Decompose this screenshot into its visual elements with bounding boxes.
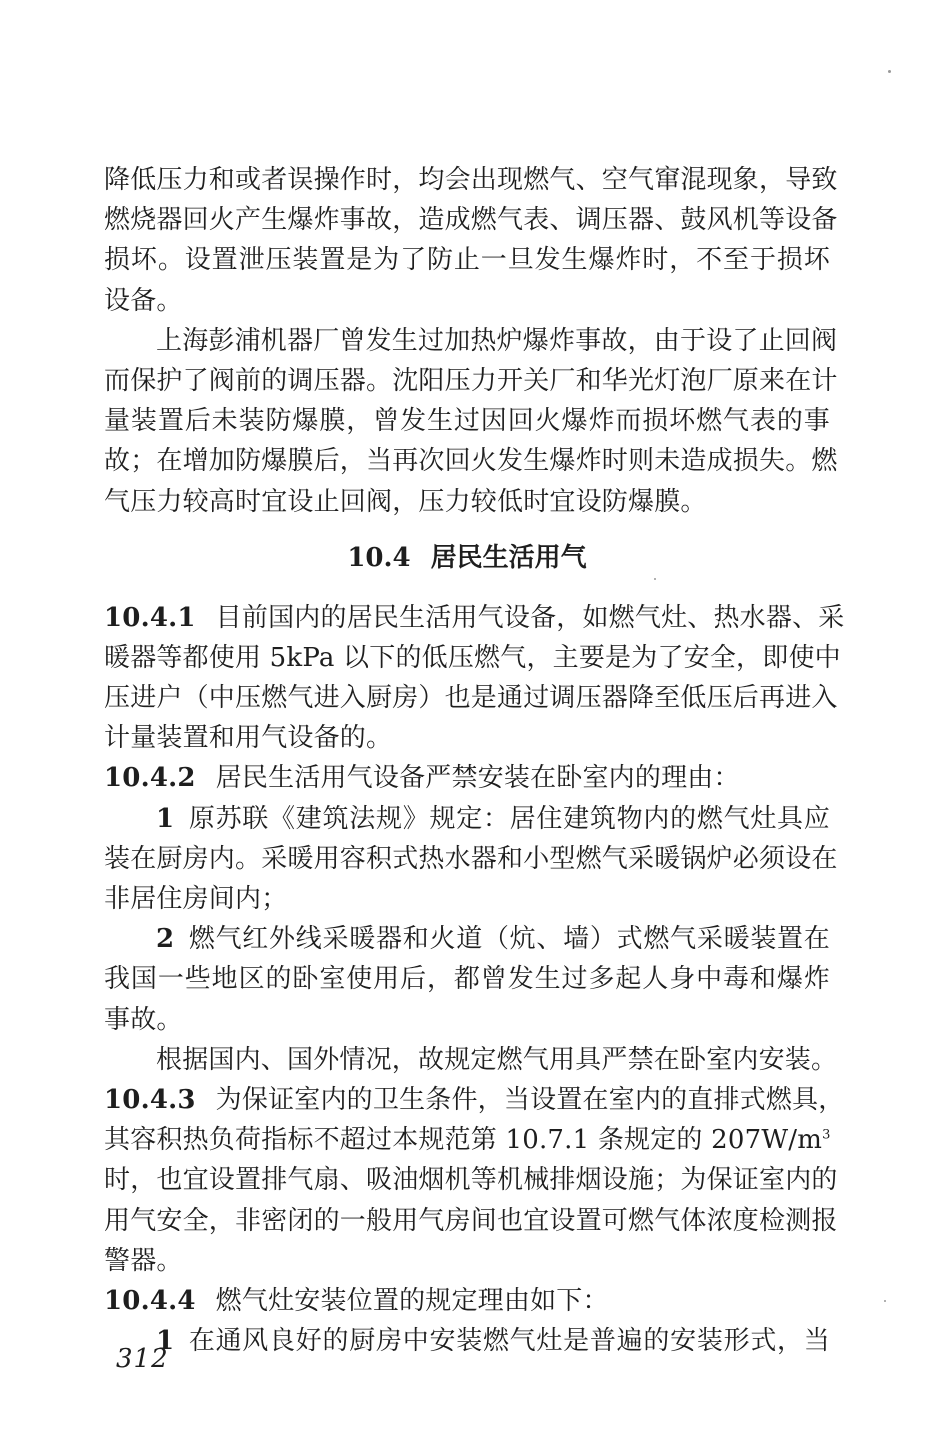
- section-number: 10.4: [347, 542, 411, 573]
- text-line: 量装置后未装防爆膜，曾发生过因回火爆炸而损坏燃气表的事: [104, 406, 830, 437]
- text-line: 时，也宜设置排气扇、吸油烟机等机械排烟设施；为保证室内的: [104, 1165, 838, 1196]
- scan-speck: [888, 70, 891, 73]
- text-line: 燃气灶安装位置的规定理由如下：: [215, 1285, 609, 1316]
- section-title: 居民生活用气: [430, 542, 587, 573]
- paragraph-example: [104, 321, 838, 522]
- text-line: 事故。: [104, 1004, 183, 1035]
- text-line: 压进户（中压燃气进入厨房）也是通过调压器降至低压后再进入: [104, 683, 838, 714]
- text-line: 燃烧器回火产生爆炸事故，造成燃气表、调压器、鼓风机等设备: [104, 205, 838, 236]
- text-line: 原苏联《建筑法规》规定：居住建筑物内的燃气灶具应: [188, 803, 830, 834]
- superscript: 3: [822, 1127, 831, 1143]
- text-line: 装在厨房内。采暖用容积式热水器和小型燃气采暖锅炉必须设在: [104, 843, 838, 874]
- clause-number: 10.4.2: [104, 763, 196, 794]
- text-line: 非居住房间内；: [104, 884, 288, 914]
- text-line: 而保护了阀前的调压器。沈阳压力开关厂和华光灯泡厂原来在计: [104, 365, 838, 396]
- scan-speck: [654, 578, 656, 580]
- scan-speck: [884, 1300, 886, 1302]
- page-body: [104, 160, 845, 1361]
- item-number: 1: [156, 1326, 175, 1357]
- clause-10-4-2: [104, 758, 838, 1080]
- text-line: 设备。: [104, 285, 183, 316]
- text-line: 上海彭浦机器厂曾发生过加热炉爆炸事故，由于设了止回阀: [156, 325, 838, 356]
- text-line: 故；在增加防爆膜后，当再次回火发生爆炸时则未造成损失。燃: [104, 446, 838, 477]
- text-line: 用气安全，非密闭的一般用气房间也宜设置可燃气体浓度检测报: [104, 1205, 838, 1236]
- text-line: 警器。: [104, 1245, 183, 1276]
- text-line: 损坏。设置泄压装置是为了防止一旦发生爆炸时，不至于损坏: [104, 245, 830, 276]
- clause-number: 10.4.1: [104, 602, 196, 633]
- text-line: 在通风良好的厨房中安装燃气灶是普遍的安装形式，当: [188, 1326, 830, 1357]
- item-number: 2: [156, 924, 175, 955]
- section-heading: [104, 538, 830, 578]
- clause-number: 10.4.4: [104, 1285, 196, 1316]
- text-line: 为保证室内的卫生条件，当设置在室内的直排式燃具，: [215, 1084, 845, 1115]
- item-number: 1: [156, 803, 175, 834]
- text-line: 降低压力和或者误操作时，均会出现燃气、空气窜混现象，导致: [104, 165, 838, 195]
- clause-10-4-1: [104, 598, 845, 759]
- text-line: 我国一些地区的卧室使用后，都曾发生过多起人身中毒和爆炸: [104, 964, 830, 995]
- text-line: 暖器等都使用 5kPa 以下的低压燃气，主要是为了安全，即使中: [104, 642, 841, 673]
- text-line: [104, 1120, 830, 1160]
- page-number: 312: [116, 1344, 169, 1374]
- clause-10-4-3: [104, 1080, 845, 1281]
- text-line: 计量装置和用气设备的。: [104, 723, 393, 754]
- text-line: 根据国内、国外情况，故规定燃气用具严禁在卧室内安装。: [156, 1044, 838, 1075]
- text-line: 居民生活用气设备严禁安装在卧室内的理由：: [215, 763, 740, 794]
- text-line: 燃气红外线采暖器和火道（炕、墙）式燃气采暖装置在: [188, 924, 830, 955]
- paragraph-intro-continuation: [104, 160, 838, 321]
- clause-number: 10.4.3: [104, 1084, 196, 1115]
- text-line-main: 其容积热负荷指标不超过本规范第 10.7.1 条规定的 207W/m: [104, 1125, 823, 1156]
- clause-10-4-4: [104, 1281, 830, 1361]
- text-line: 气压力较高时宜设止回阀，压力较低时宜设防爆膜。: [104, 486, 707, 517]
- text-line: 目前国内的居民生活用气设备，如燃气灶、热水器、采: [215, 602, 845, 633]
